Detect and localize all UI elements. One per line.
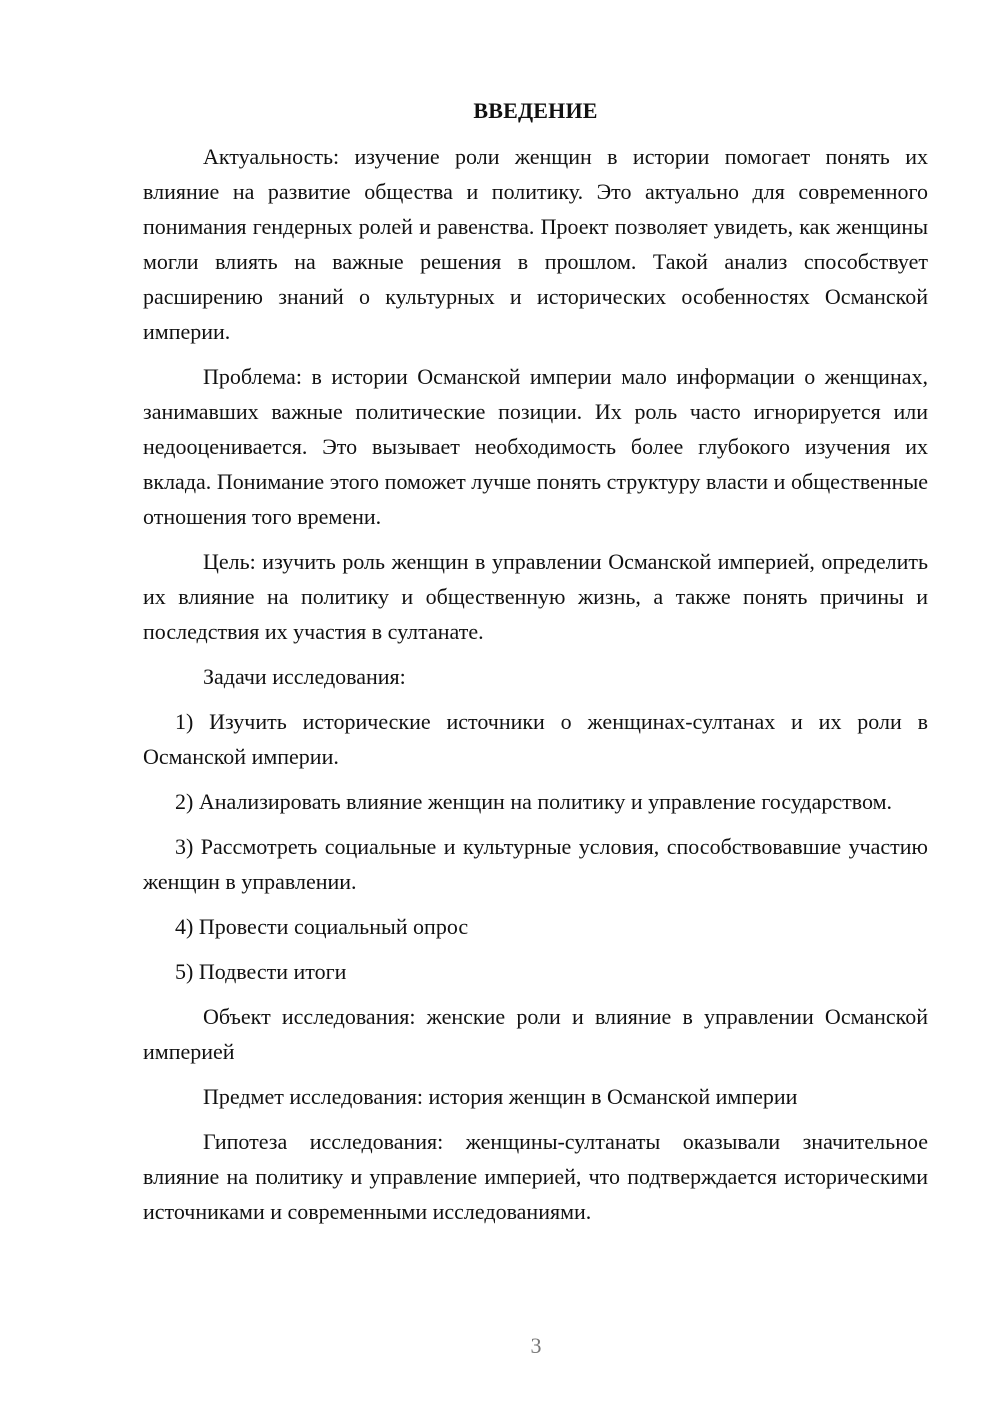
hypothesis-paragraph: Гипотеза исследования: женщины-султанаты оказывали значительное влияние на политику и управление империей, что подтверждается историческими источниками и современными исследованиями. [143,1129,928,1224]
task-item: 5) Подвести итоги [175,959,347,984]
document-page [143,96,928,1229]
section-title: ВВЕДЕНИЕ [473,98,598,123]
page-number: 3 [530,1333,542,1358]
problem-paragraph: Проблема: в истории Османской империи мало информации о женщинах, занимавших важные политические позиции. Их роль часто игнорируется или недооценивается. Это вызывает необходимость более глубокого изучения их вклада. Понимание этого поможет лучше понять структуру власти и общественные отношения того времени. [143,364,928,529]
goal-paragraph: Цель: изучить роль женщин в управлении Османской империей, определить их влияние на политику и общественную жизнь, а также понять причины и последствия их участия в султанате. [143,549,928,644]
object-paragraph: Объект исследования: женские роли и влияние в управлении Османской империей [143,1004,928,1064]
task-item: 4) Провести социальный опрос [175,914,469,939]
task-item: 1) Изучить исторические источники о женщинах-султанах и их роли в Османской империи. [143,709,928,769]
subject-paragraph: Предмет исследования: история женщин в Османской империи [203,1084,798,1109]
relevance-paragraph: Актуальность: изучение роли женщин в истории помогает понять их влияние на развитие общества и политику. Это актуально для современного понимания гендерных ролей и равенства. Проект позволяет увидеть, как женщины могли влиять на важные решения в прошлом. Такой анализ способствует расширению знаний о культурных и исторических особенностях Османской империи. [143,144,928,344]
task-item: 2) Анализировать влияние женщин на политику и управление государством. [175,789,893,814]
task-item: 3) Рассмотреть социальные и культурные условия, способствовавшие участию женщин в управлении. [143,834,928,894]
tasks-heading: Задачи исследования: [203,664,406,689]
